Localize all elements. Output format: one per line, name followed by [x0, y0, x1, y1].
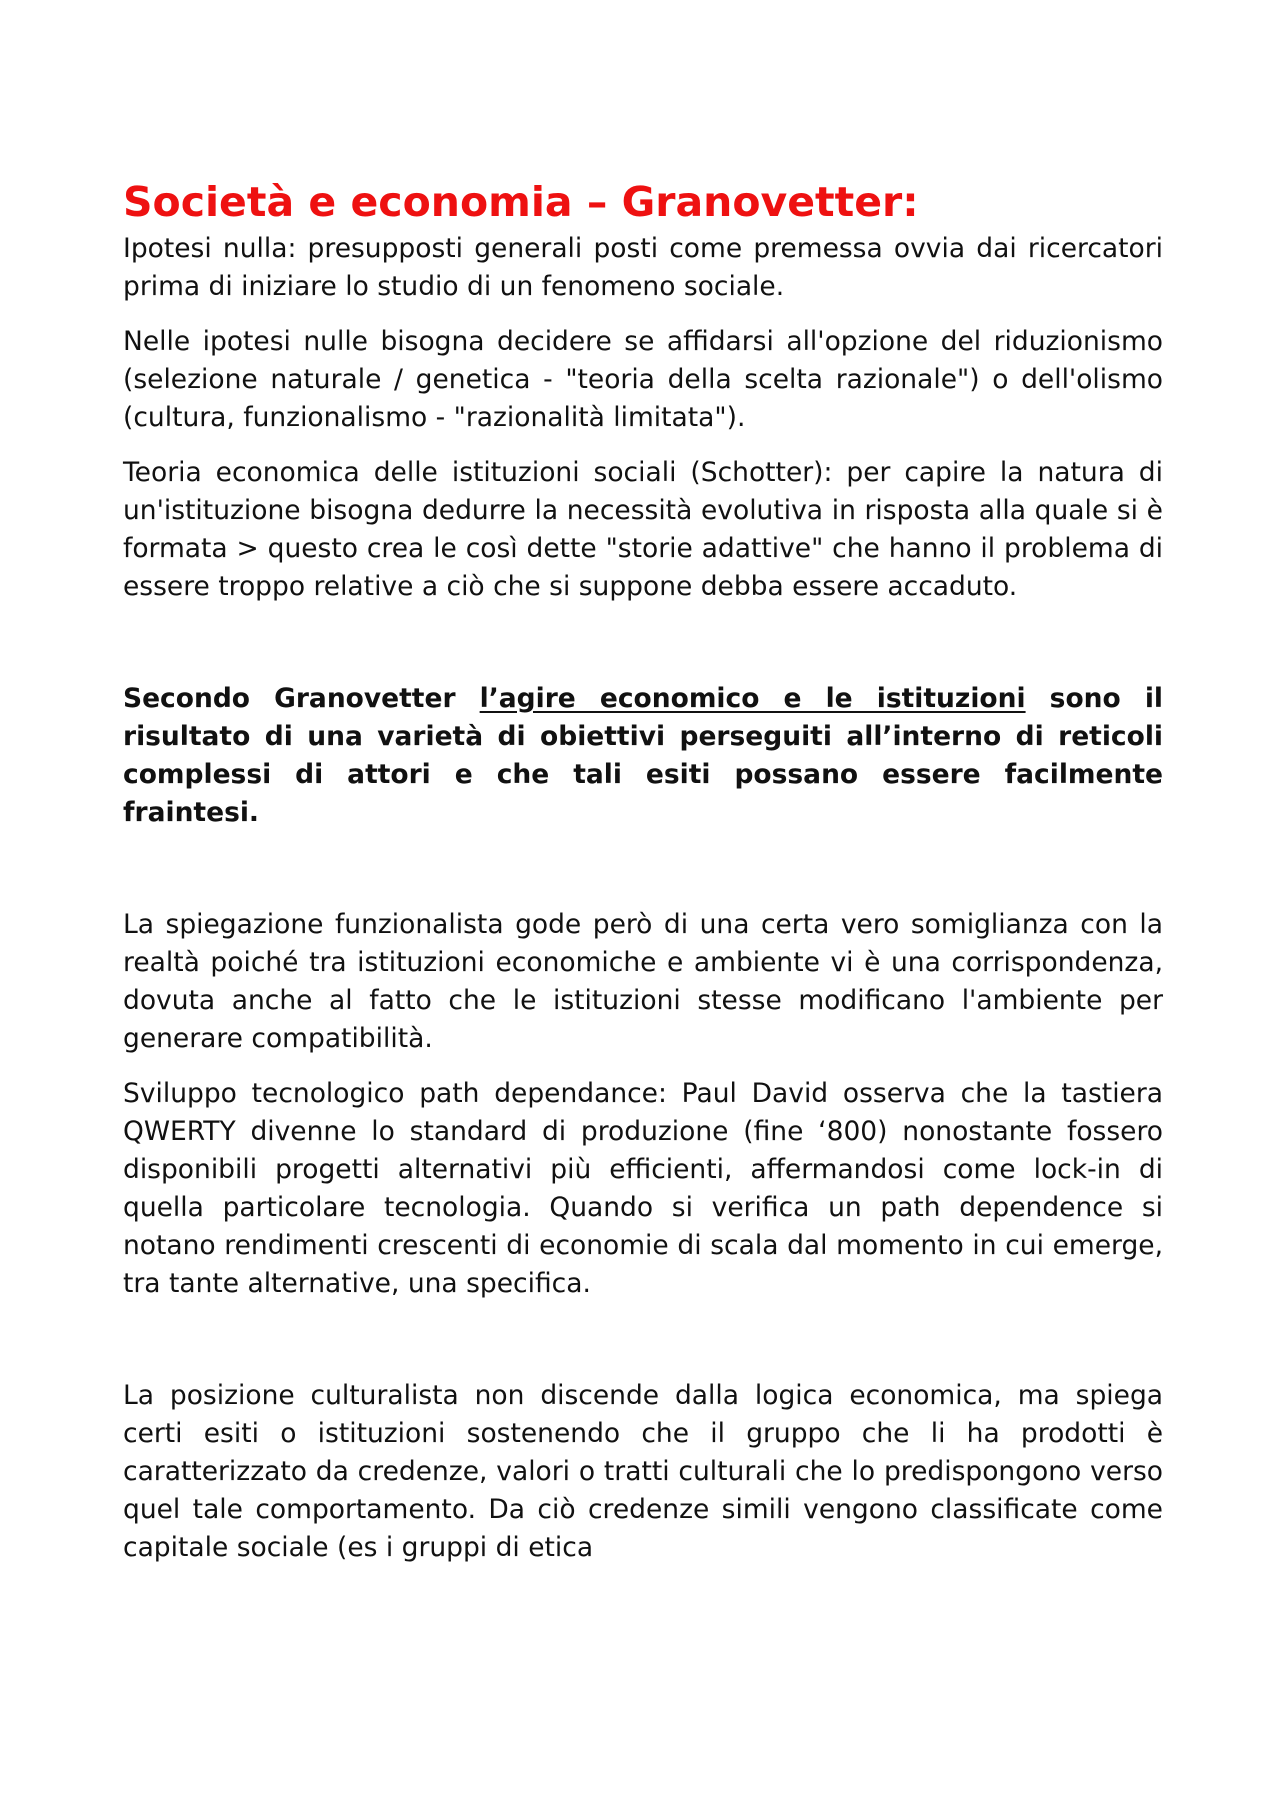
granovetter-thesis-end: sono il risultato di una varietà di obiettivi perseguiti all’interno di reticoli complessi di attori e che tali esiti possano essere facilmente fraintesi. [123, 683, 1164, 828]
granovetter-thesis-underlined: l’agire economico e le istituzioni [479, 683, 1026, 714]
paragraph-reductionism-holism: Nelle ipotesi nulle bisogna decidere se affidarsi all'opzione del riduzionismo (selezione naturale / genetica - "teoria della scelta razionale") o dell'olismo (cultura, funzionalismo - "razionalità limitata"). [123, 326, 1163, 433]
paragraph-granovetter-thesis [123, 680, 1163, 832]
paragraph-culturalist-position: La posizione culturalista non discende dalla logica economica, ma spiega certi esiti o istituzioni sostenendo che il gruppo che li ha prodotti è caratterizzato da credenze, valori o tratti culturali che lo predispongono verso quel tale comportamento. Da ciò credenze simili vengono classificate come capitale sociale (es i gruppi di etica [123, 1380, 1163, 1563]
paragraph-functionalist-explanation: La spiegazione funzionalista gode però di una certa vero somiglianza con la realtà poiché tra istituzioni economiche e ambiente vi è una corrispondenza, dovuta anche al fatto che le istituzioni stesse modificano l'ambiente per generare compatibilità. [123, 909, 1163, 1054]
document-body [123, 178, 1163, 1567]
paragraph-path-dependence: Sviluppo tecnologico path dependance: Paul David osserva che la tastiera QWERTY divenne lo standard di produzione (fine ‘800) nonostante fossero disponibili progetti alternativi più efficienti, affermandosi come lock-in di quella particolare tecnologia. Quando si verifica un path dependence si notano rendimenti crescenti di economie di scala dal momento in cui emerge, tra tante alternative, una specifica. [123, 1078, 1163, 1299]
page-title: Società e economia – Granovetter: [123, 178, 919, 226]
paragraph-null-hypothesis: Ipotesi nulla: presupposti generali posti come premessa ovvia dai ricercatori prima di iniziare lo studio di un fenomeno sociale. [123, 233, 1163, 302]
granovetter-thesis-start: Secondo Granovetter [123, 683, 480, 714]
paragraph-schotter-theory: Teoria economica delle istituzioni sociali (Schotter): per capire la natura di un'istituzione bisogna dedurre la necessità evolutiva in risposta alla quale si è formata > questo crea le così dette "storie adattive" che hanno il problema di essere troppo relative a ciò che si suppone debba essere accaduto. [123, 457, 1163, 602]
